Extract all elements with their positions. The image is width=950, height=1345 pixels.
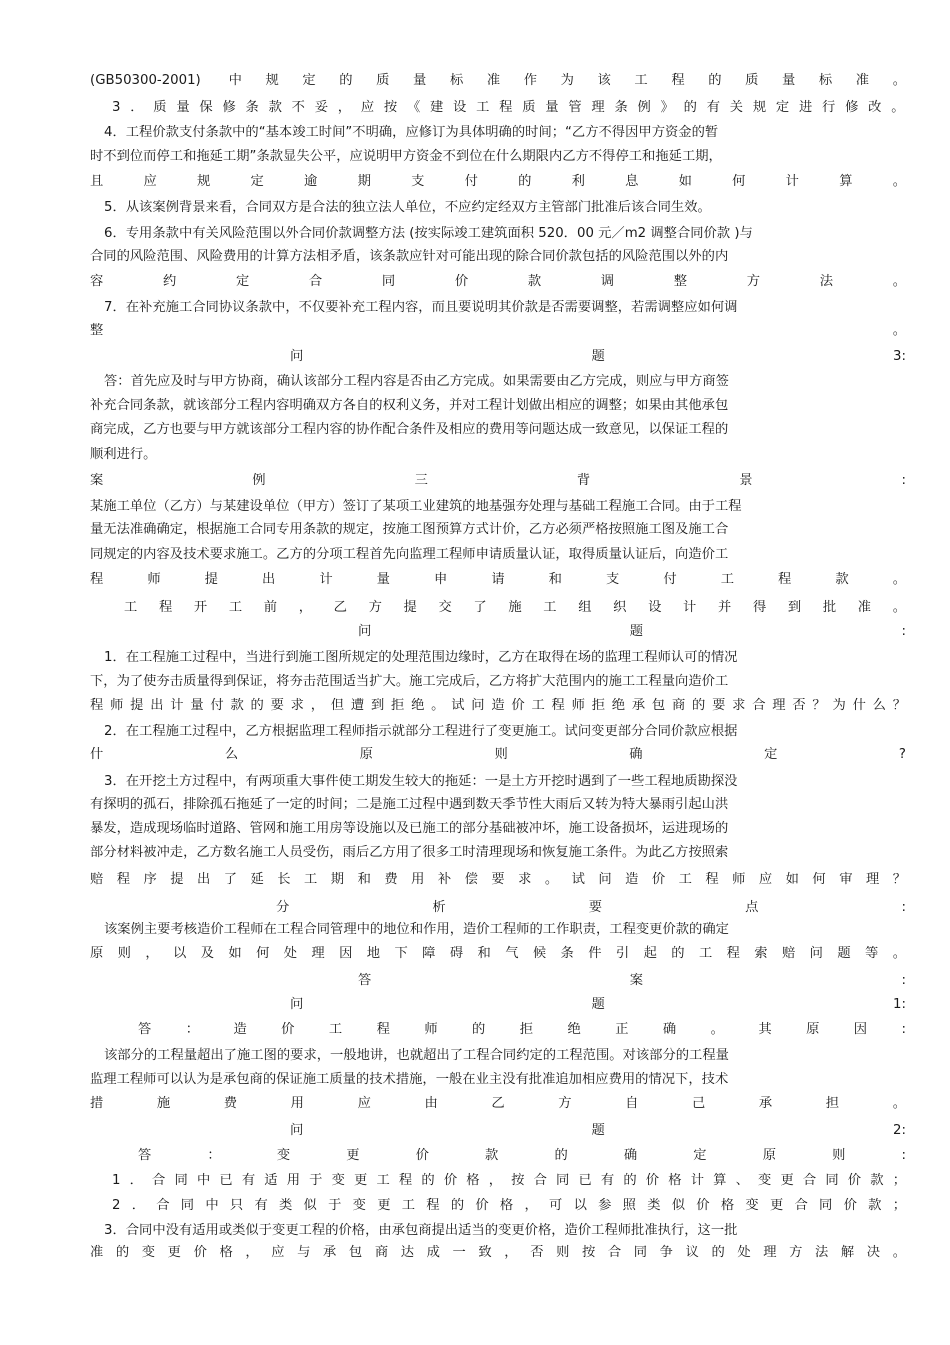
text-line: 程师提出计量付款的要求，但遭到拒绝。试问造价工程师拒绝承包商的要求合理否？为什么？ xyxy=(90,698,906,713)
text-line: 某施工单位（乙方）与某建设单位（甲方）签订了某项工业建筑的地基强夯处理与基础工程施工合同。由于工程 xyxy=(90,499,742,514)
text-line: 什么原则确定? xyxy=(90,747,906,762)
text-line: (GB50300-2001) 中规定的质量标准作为该工程的质量标准。 xyxy=(90,73,906,88)
text-line: 准的变更价格，应与承包商达成一致，否则按合同争议的处理方法解决。 xyxy=(90,1245,906,1260)
text-line: 且应规定逾期支付的利息如何计算。 xyxy=(90,174,906,189)
text-line: 暴发，造成现场临时道路、管网和施工用房等设施以及已施工的部分基础被冲坏，施工设备损坏，运进现场的 xyxy=(90,821,729,836)
section-heading: 分析要点: xyxy=(276,900,906,915)
text-line: 2．合同中只有类似于变更工程的价格，可以参照类似价格变更合同价款； xyxy=(112,1198,906,1213)
text-line: 商完成，乙方也要与甲方就该部分工程内容的协作配合条件及相应的费用等问题达成一致意见，以保证工程的 xyxy=(90,422,729,437)
text-line: 同规定的内容及技术要求施工。乙方的分项工程首先向监理工程师申请质量认证，取得质量认证后，向造价工 xyxy=(90,547,729,562)
text-line: 该案例主要考核造价工程师在工程合同管理中的地位和作用，造价工程师的工作职责，工程变更价款的确定 xyxy=(104,922,729,937)
text-line: 答：变更价款的确定原则: xyxy=(138,1148,906,1163)
text-line: 工程开工前，乙方提交了施工组织设计并得到批准。 xyxy=(124,600,906,615)
text-line: 补充合同条款，就该部分工程内容明确双方各自的权利义务，并对工程计划做出相应的调整；如果由其他承包 xyxy=(90,398,729,413)
text-line: 量无法准确确定，根据施工合同专用条款的规定，按施工图预算方式计价，乙方必须严格按照施工图及施工合 xyxy=(90,522,729,537)
text-line: 3．在开挖土方过程中，有两项重大事件使工期发生较大的拖延：一是土方开挖时遇到了一些工程地质勘探没 xyxy=(104,774,738,789)
text-line: 该部分的工程量超出了施工图的要求，一般地讲，也就超出了工程合同约定的工程范围。对该部分的工程量 xyxy=(104,1048,729,1063)
text-line: 整。 xyxy=(90,323,906,338)
section-heading: 问题3: xyxy=(290,349,906,364)
text-line: 下，为了使夯击质量得到保证，将夯击范围适当扩大。施工完成后，乙方将扩大范围内的施工工程量向造价工 xyxy=(90,674,729,689)
text-line: 答：首先应及时与甲方协商，确认该部分工程内容是否由乙方完成。如果需要由乙方完成，则应与甲方商签 xyxy=(104,374,729,389)
text-line: 答：造价工程师的拒绝正确。其原因: xyxy=(138,1022,906,1037)
section-heading: 问题2: xyxy=(290,1123,906,1138)
text-line: 部分材料被冲走，乙方数名施工人员受伤，雨后乙方用了很多工时清理现场和恢复施工条件。为此乙方按照索 xyxy=(90,845,729,860)
text-line: 监理工程师可以认为是承包商的保证施工质量的技术措施，一般在业主没有批准追加相应费用的情况下，技术 xyxy=(90,1072,729,1087)
text-line: 7．在补充施工合同协议条款中，不仅要补充工程内容，而且要说明其价款是否需要调整，若需调整应如何调 xyxy=(104,300,738,315)
text-line: 措施费用应由乙方自己承担。 xyxy=(90,1096,906,1111)
text-line: 容约定合同价款调整方法。 xyxy=(90,274,906,289)
text-line: 顺利进行。 xyxy=(90,447,157,462)
text-line: 5．从该案例背景来看，合同双方是合法的独立法人单位，不应约定经双方主管部门批准后该合同生效。 xyxy=(104,200,711,215)
text-line: 有探明的孤石，排除孤石拖延了一定的时间；二是施工过程中遇到数天季节性大雨后又转为特大暴雨引起山洪 xyxy=(90,797,729,812)
section-heading: 案例三背景: xyxy=(90,473,906,488)
text-line: 合同的风险范围、风险费用的计算方法相矛盾，该条款应针对可能出现的除合同价款包括的风险范围以外的内 xyxy=(90,249,729,264)
text-line: 3．合同中没有适用或类似于变更工程的价格，由承包商提出适当的变更价格，造价工程师批准执行，这一批 xyxy=(104,1223,738,1238)
text-line: 程师提出计量申请和支付工程款。 xyxy=(90,572,906,587)
text-line: 1．合同中已有适用于变更工程的价格，按合同已有的价格计算、变更合同价款； xyxy=(112,1173,906,1188)
text-line: 时不到位而停工和拖延工期”条款显失公平，应说明甲方资金不到位在什么期限内乙方不得停工和拖延工期， xyxy=(90,149,722,164)
text-line: 3．质量保修条款不妥，应按《建设工程质量管理条例》的有关规定进行修改。 xyxy=(112,100,906,115)
text-line: 原则，以及如何处理因地下障碍和气候条件引起的工程索赔问题等。 xyxy=(90,946,906,961)
text-line: 2．在工程施工过程中，乙方根据监理工程师指示就部分工程进行了变更施工。试问变更部分合同价款应根据 xyxy=(104,724,738,739)
text-line: 4．工程价款支付条款中的“基本竣工时间”不明确，应修订为具体明确的时间；“乙方不得因甲方资金的暂 xyxy=(104,125,719,140)
text-line: 赔程序提出了延长工期和费用补偿要求。试问造价工程师应如何审理？ xyxy=(90,872,906,887)
section-heading: 问题: xyxy=(358,624,906,639)
text-line: 6．专用条款中有关风险范围以外合同价款调整方法 (按实际竣工建筑面积 520．00 元／m2 调整合同价款 )与 xyxy=(104,226,753,241)
section-heading: 问题1: xyxy=(290,997,906,1012)
text-line: 1．在工程施工过程中，当进行到施工图所规定的处理范围边缘时，乙方在取得在场的监理工程师认可的情况 xyxy=(104,650,738,665)
section-heading: 答案: xyxy=(358,973,906,988)
